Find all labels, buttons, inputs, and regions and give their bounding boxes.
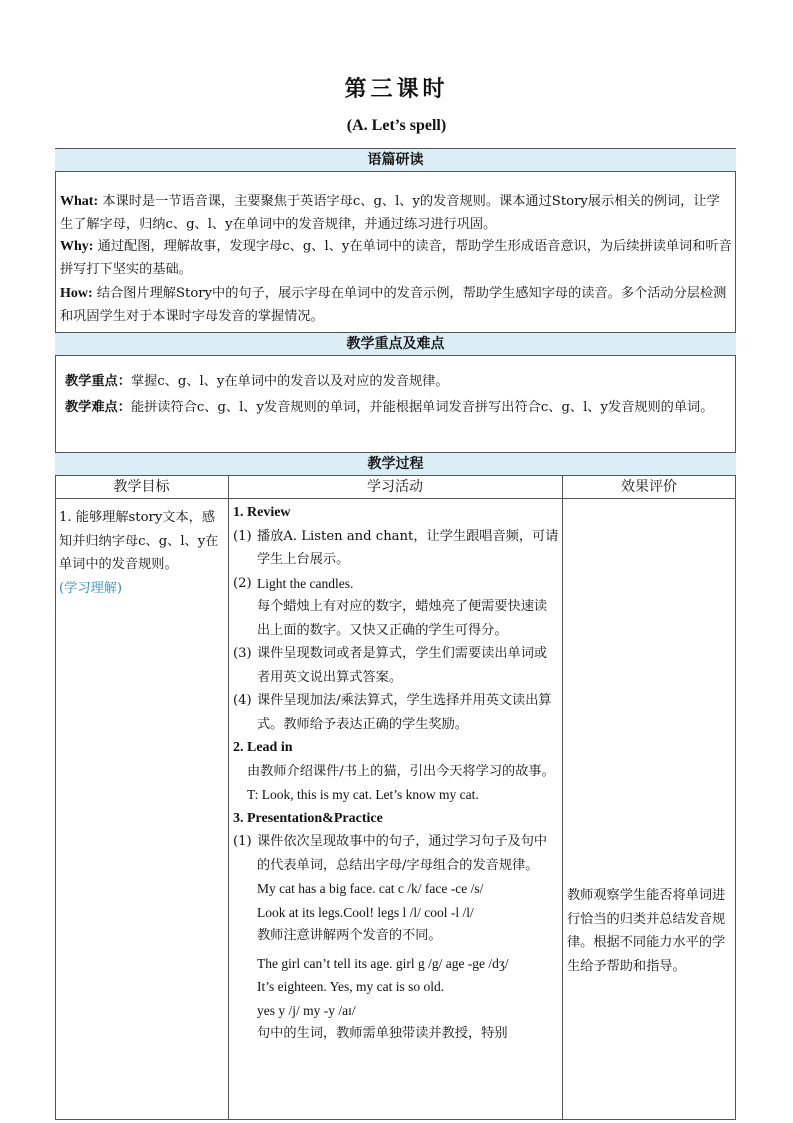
why-label: Why: (60, 239, 94, 254)
goal-text: 1. 能够理解story文本，感知并归纳字母c、g、l、y在单词中的发音规则。 (59, 510, 219, 572)
key-point-label: 教学重点： (65, 374, 131, 389)
item-text: 课件呈现加法/乘法算式，学生选择并用英文读出算式。教师给予表达正确的学生奖励。 (257, 693, 552, 732)
difficulty-paragraph (65, 397, 732, 420)
how-paragraph (60, 283, 732, 328)
difficulty-text: 能拼读符合c、g、l、y发音规则的单词，并能根据单词发音拼写出符合c、g、l、y发音规则的单词。 (130, 400, 714, 415)
what-paragraph (60, 191, 732, 236)
section-header-key-points: 教学重点及难点 (55, 332, 736, 356)
column-header-goal: 教学目标 (113, 479, 170, 495)
story-line: Look at its legs.Cool! legs l /l/ cool -l /l/ (257, 904, 474, 920)
presentation-item-1 (233, 830, 560, 877)
story-line: My cat has a big face. cat c /k/ face -ce /s/ (257, 881, 484, 896)
story-line: The girl can’t tell its age. girl g /g/ age -ge /dʒ/ (257, 955, 509, 971)
item-number: (3) (233, 646, 252, 661)
goal-cell (59, 506, 225, 600)
section-header-text-study: 语篇研读 (55, 148, 736, 172)
page-subtitle: (A. Let’s spell) (346, 117, 447, 134)
column-divider (228, 476, 229, 1120)
what-label: What: (60, 194, 99, 209)
item-number: (1) (233, 528, 252, 544)
review-item-4 (233, 689, 560, 736)
item-number: (2) (233, 575, 252, 591)
presentation-heading: 3. Presentation&Practice (233, 810, 383, 826)
story-line: It’s eighteen. Yes, my cat is so old. (257, 979, 445, 994)
difficulty-label: 教学难点： (65, 400, 131, 415)
evaluation-cell: 教师观察学生能否将单词进行恰当的归类并总结发音规律。根据不同能力水平的学生给予帮助和指导。 (567, 888, 726, 974)
how-label: How: (60, 286, 93, 301)
item-text: Light the candles. (257, 575, 354, 591)
story-line: yes y /j/ my -y /aɪ/ (257, 1002, 356, 1018)
lead-in-text: 由教师介绍课件/书上的猫，引出今天将学习的故事。 (247, 763, 555, 779)
review-heading: 1. Review (233, 505, 291, 520)
item-number: (1) (233, 834, 252, 849)
key-point-paragraph (65, 371, 732, 394)
lead-in-heading: 2. Lead in (233, 740, 293, 755)
why-text: 通过配图，理解故事，发现字母c、g、l、y在单词中的读音，帮助学生形成语音意识，为后续拼读单词和听音拼写打下坚实的基础。 (60, 239, 732, 277)
item-text: 课件呈现数词或者是算式，学生们需要读出单词或者用英文说出算式答案。 (257, 646, 548, 685)
review-item-2 (233, 572, 560, 596)
teacher-note: 教师注意讲解两个发音的不同。 (257, 928, 442, 943)
what-text: 本课时是一节语音课，主要聚焦于英语字母c、g、l、y的发音规则。课本通过Story展示相关的例词，让学生了解字母，归纳c、g、l、y在单词中的发音规律，并通过练习进行巩固。 (60, 194, 720, 232)
key-point-text: 掌握c、g、l、y在单词中的发音以及对应的发音规律。 (130, 374, 449, 389)
column-header-activity: 学习活动 (367, 479, 423, 495)
review-item-1 (233, 525, 560, 572)
lead-in-quote: T: Look, this is my cat. Let’s know my cat. (247, 787, 479, 802)
table-divider (55, 498, 736, 499)
item-text: 播放A. Listen and chant，让学生跟唱音频，可请学生上台展示。 (257, 528, 559, 567)
section-header-teaching-process: 教学过程 (55, 452, 736, 476)
item-number: (4) (233, 693, 252, 708)
how-text: 结合图片理解Story中的句子，展示字母在单词中的发音示例，帮助学生感知字母的读音。多个活动分层检测和巩固学生对于本课时字母发音的掌握情况。 (60, 286, 727, 324)
column-header-evaluation: 效果评价 (621, 479, 677, 495)
column-divider (562, 476, 563, 1120)
review-item-2-detail: 每个蜡烛上有对应的数字，蜡烛亮了便需要快速读出上面的数字。又快又正确的学生可得分。 (257, 599, 548, 638)
item-text: 课件依次呈现故事中的句子，通过学习句子及句中的代表单词，总结出字母/字母组合的发音规律。 (257, 834, 548, 873)
activity-cell (233, 501, 560, 1046)
page-title: 第三课时 (344, 76, 449, 102)
review-item-3 (233, 642, 560, 689)
teacher-note-tail: 句中的生词，教师需单独带读并教授，特别 (257, 1026, 508, 1041)
why-paragraph (60, 236, 732, 281)
goal-tag: (学习理解) (59, 580, 123, 596)
